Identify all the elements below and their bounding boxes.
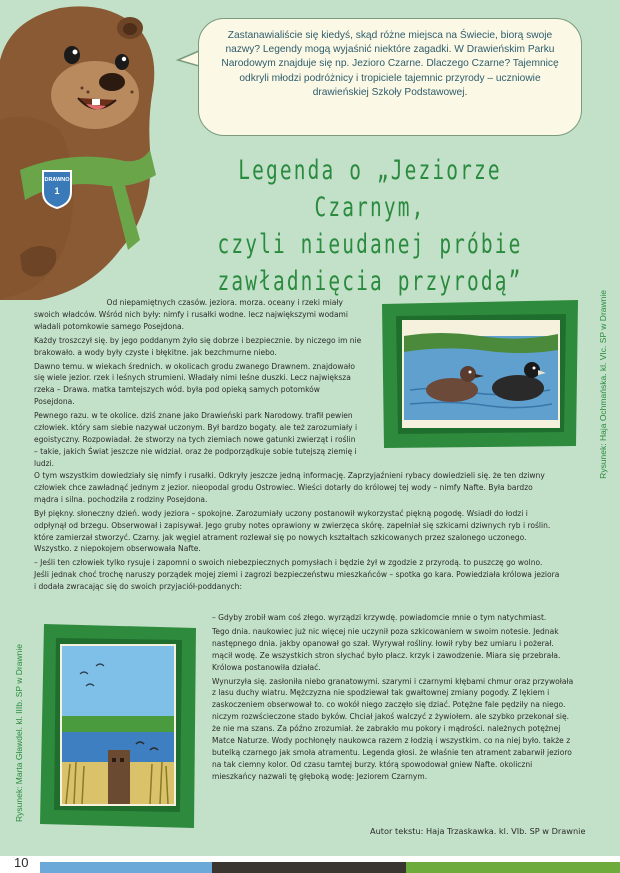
story-column-top bbox=[34, 297, 361, 472]
title-line-3: zawładnięcia przyrodą” bbox=[217, 266, 523, 297]
drawing-caption-right: Rysunek: Haja Ochmańska. kl. VIc. SP w Drawnie bbox=[598, 290, 608, 479]
story-paragraph: Pewnego razu. w te okolice. dziś znane jako Drawieński park Narodowy. trafił pewien człowiek. który sam siebie nazywał uczonym. Był bardzo bogaty. ale też zarozumiały i egoistyczny. Rozpowiadał. że stworzy na tych ziemiach nowe gatunki zwierząt i roślin – takie, jakich Świat jeszcze nie widział. oraz że podporządkuje sobie tutejszą ziemię i ludzi. bbox=[34, 410, 358, 468]
title-line-1: Legenda o „Jeziorze Czarnym, bbox=[238, 155, 502, 223]
story-paragraph: Wynurzyła się. zasłoniła niebo granatowymi. szarymi i czarnymi kłębami chmur oraz przywołała z lasu duchy wiatru. Mężczyzna nie spodziewał tak gwałtownej zmiany pogody. Z lękiem i zaskoczeniem obserwował to. co wokół niego zaczęło się dziać. Potężne fale pędziły na niego. niczym rozwścieczone stado byków. Chciał jakoś walczyć z żywiołem. ale szybko przekonał się. że nie ma szans. Za późno zrozumiał. że zabrakło mu pokory i mądrości. należnych potężnej Matce Naturze. Wody pochłonęły naukowca razem z łodzią i wszystkim. co na niej było. także z butelką czarnego jak smoła atramentu. Legenda głosi. że właśnie ten atrament zabarwił jezioro na tak ciemny kolor. Od czasu tamtej burzy. którą spowodował gniew Nafte. okoliczni mieszkańcy nazwali tę głęboką wodę: Jeziorem Czarnym. bbox=[212, 675, 574, 781]
story-paragraph: – Jeśli ten człowiek tylko rysuje i zapomni o swoich niebezpiecznych pomysłach i będzie żył w zgodzie z przyrodą. to puszczę go wolno. Jeśli jednak choć trochę naruszy porządek mojej ziemi i zagrozi bezpieczeństwu mieszkańców – spotka go kara. Powiedziała królowa jeziora i dodała zwracając się do swoich przyjaciół-poddanych: bbox=[34, 557, 560, 592]
footer-bar-blue bbox=[40, 862, 212, 873]
story-full-width bbox=[34, 470, 559, 595]
drawing-caption-left: Rysunek: Marta Gławdel. kl. IIIb. SP w Drawnie bbox=[14, 644, 24, 822]
story-column-bottom bbox=[212, 612, 575, 785]
story-paragraph: Był piękny. słoneczny dzień. wody jeziora – spokojne. Zarozumiały uczony postanowił wykorzystać piękną pogodę. Wsiadł do łodzi i odpłynął od brzegu. Obserwował i zapisywał. Jego gruby notes oprawiony w zwierzęca skórę. zapełniał się szkicami dziwnych ryb i roślin. które zamierzał stworzyć. Czarny. jak węgiel atrament rozlewał się po nowych kształtach szkicowanych przez szalonego uczonego. Wszystko. z niepokojem obserwowała Nafte. bbox=[34, 507, 551, 554]
intro-text: Zastanawialiście się kiedyś, skąd różne miejsca na Świecie, biorą swoje nazwy? Legendy mogą wyjaśnić niektóre zagadki. W Drawieńskim Parku Narodowym znajduje się np. Jezioro Czarne. Dlaczego Czarne? Tajemnicę odkryli młodzi podróżnicy i tropiciele tajemnic przyrody – uczniowie drawieńskiej Szkoły Podstawowej. bbox=[221, 30, 559, 98]
otter-mascot-icon bbox=[0, 0, 180, 300]
speech-bubble bbox=[198, 18, 582, 136]
badge-number: 1 bbox=[54, 186, 60, 196]
story-paragraph: Tego dnia. naukowiec już nic więcej nie uczynił poza szkicowaniem w swoim notesie. Jednak następnego dnia. jakby opanował go szał. Wyrywał rośliny. łowił ryby bez umiaru i pożerał. mącił wodę. Ze wszystkich stron słychać było płacz. krzyk i zawodzenie. Miara się przebrała. Królowa postanowiła działać. bbox=[212, 625, 561, 672]
ducks-drawing-icon bbox=[380, 300, 580, 448]
author-credit: Autor tekstu: Haja Trzaskawka. kl. VIb. SP w Drawnie bbox=[370, 826, 586, 836]
story-paragraph: Od niepamiętnych czasów. jeziora. morza. oceany i rzeki miały swoich władców. Wśród nich były: nimfy i rusałki wodne. lecz największymi wodami władali potomkowie samego Posejdona. bbox=[34, 297, 348, 331]
page-title bbox=[212, 152, 529, 300]
footer-bar-dark bbox=[212, 862, 406, 873]
footer-bar-green bbox=[406, 862, 620, 873]
story-paragraph: O tym wszystkim dowiedziały się nimfy i rusałki. Odkryły jeszcze jedną informację. Zaprzyjaźnieni rybacy dowiedzieli się. że ten dziwny człowiek chce zawładnąć jednym z jezior. nieopodal grodu Ostrowiec. Wieści dotarły do królowej tej wody – nimfy Nafte. Była bardzo mądra i silna. pochodziła z rodziny Posejdona. bbox=[34, 470, 545, 504]
story-paragraph: Dawno temu. w wiekach średnich. w okolicach grodu zwanego Drawnem. znajdowało się wiele jezior. rzek i leśnych strumieni. Władały nimi leśne duszki. Lecz największa rzeka – Drawa. matka tamtejszych wód. była pod opieką samych potomków Posejdona. bbox=[34, 360, 355, 407]
title-line-2: czyli nieudanej próbie bbox=[217, 229, 523, 260]
lake-drawing-icon bbox=[40, 624, 198, 828]
badge-text: DRAWNO bbox=[44, 177, 70, 183]
story-paragraph: Każdy troszczył się. by jego poddanym żyło się dobrze i bezpiecznie. by niczego im nie brakowało. a wody były czyste i błękitne. jak bezchmurne niebo. bbox=[34, 334, 362, 357]
page-number: 10 bbox=[14, 855, 29, 870]
story-paragraph: – Gdyby zrobił wam coś złego. wyrządzi krzywdę. powiadomcie mnie o tym natychmiast. bbox=[212, 612, 547, 622]
